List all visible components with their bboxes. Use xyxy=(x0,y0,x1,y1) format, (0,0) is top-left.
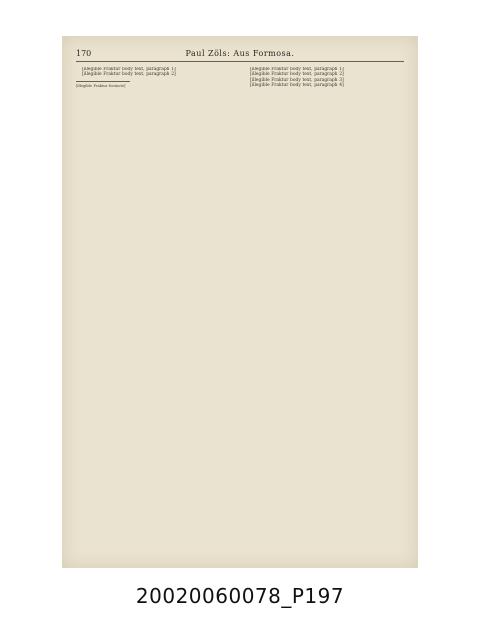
page-header xyxy=(76,48,404,62)
right-paragraph-4: [illegible Fraktur body text, paragraph 4] xyxy=(250,83,344,89)
running-head: Paul Zöls: Aus Formosa. xyxy=(185,49,295,58)
scanned-page xyxy=(62,36,418,568)
right-paragraph-2: [illegible Fraktur body text, paragraph 2] xyxy=(250,72,344,78)
right-paragraph-1: [illegible Fraktur body text, paragraph 1] xyxy=(250,67,344,72)
page-number: 170 xyxy=(76,49,92,58)
right-paragraph-3: [illegible Fraktur body text, paragraph 3] xyxy=(250,77,344,83)
right-column xyxy=(244,67,404,554)
accession-number: 20020060078_P197 xyxy=(135,584,345,608)
left-column xyxy=(76,67,236,554)
left-paragraph-2: [illegible Fraktur body text, paragraph 2] xyxy=(82,72,176,78)
footnote-rule xyxy=(76,81,130,82)
text-columns xyxy=(76,67,404,554)
page-content xyxy=(76,48,404,554)
left-paragraph-1: [illegible Fraktur body text, paragraph 1] xyxy=(82,67,176,72)
footnote: [illegible Fraktur footnote] xyxy=(76,83,126,88)
